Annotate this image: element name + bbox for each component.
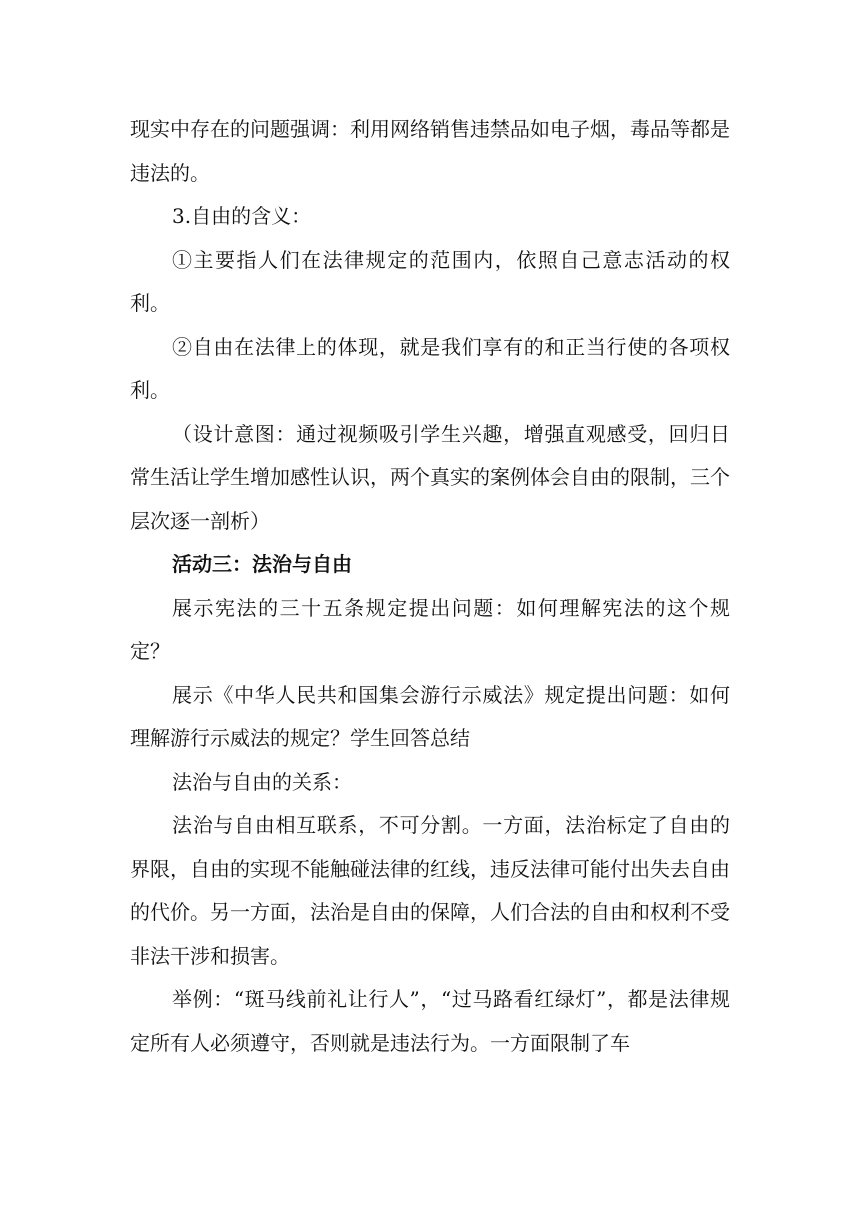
paragraph-freedom-meaning-1: ①主要指人们在法律规定的范围内，依照自己意志活动的权利。: [130, 247, 730, 315]
paragraph-example: 举例：“斑马线前礼让行人”，“过马路看红绿灯”，都是法律规定所有人必须遵守，否则就是违法行为。一方面限制了车: [130, 987, 730, 1055]
activity-three-heading: 活动三：法治与自由: [172, 552, 352, 576]
paragraph-design-intent: （设计意图：通过视频吸引学生兴趣，增强直观感受，回归日常生活让学生增加感性认识，两个真实的案例体会自由的限制，三个层次逐一剖析）: [130, 421, 730, 533]
paragraph-relationship-heading: 法治与自由的关系：: [172, 769, 352, 794]
paragraph-relationship-explanation: 法治与自由相互联系，不可分割。一方面，法治标定了自由的界限，自由的实现不能触碰法律的红线，违反法律可能付出失去自由的代价。另一方面，法治是自由的保障，人们合法的自由和权利不受非法干涉和损害。: [130, 813, 730, 968]
paragraph-assembly-law-question: 展示《中华人民共和国集会游行示威法》规定提出问题：如何理解游行示威法的规定？学生回答总结: [130, 682, 730, 750]
paragraph-constitution-question: 展示宪法的三十五条规定提出问题：如何理解宪法的这个规定？: [130, 595, 730, 663]
paragraph-freedom-meaning-heading: 3.自由的含义：: [172, 204, 312, 228]
paragraph-illegal-sales-note: 现实中存在的问题强调：利用网络销售违禁品如电子烟，毒品等都是违法的。: [130, 117, 730, 185]
paragraph-freedom-meaning-2: ②自由在法律上的体现，就是我们享有的和正当行使的各项权利。: [130, 334, 730, 402]
document-body: [130, 108, 730, 1065]
